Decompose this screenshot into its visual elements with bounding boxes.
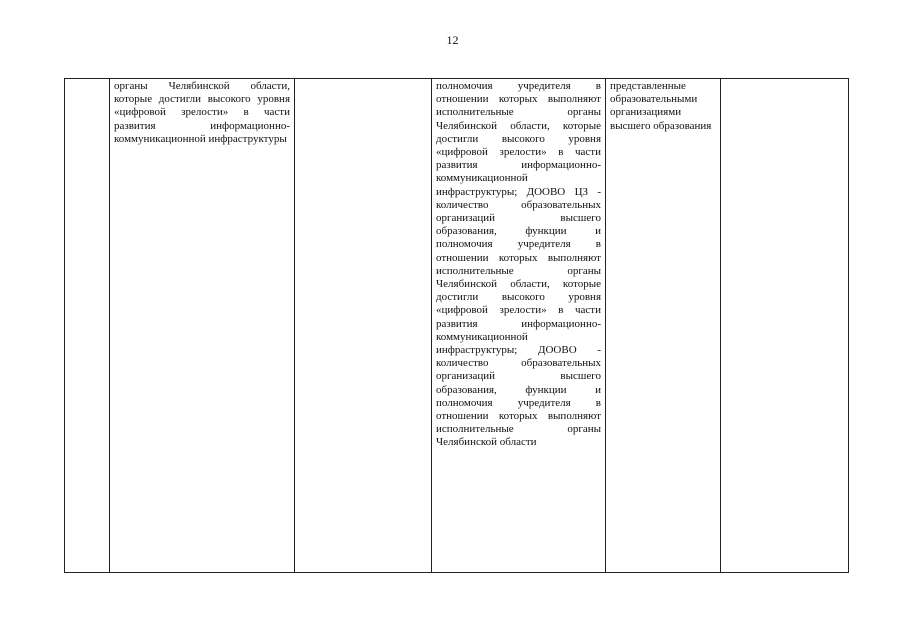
page-number: 12 bbox=[446, 33, 459, 47]
table-cell-empty bbox=[295, 79, 432, 573]
table-cell-description bbox=[110, 79, 295, 573]
cell-text: представленные образовательными организациями высшего образования bbox=[610, 80, 712, 132]
cell-text: полномочия учредителя в отношении которых выполняют исполнительные органы Челябинской области, которые достигли высокого уровня «цифровой зрелости» в части развития информационно-коммуникационной инфраструктуры; ДООВО ЦЗ - количество образовательных организаций высшего образования, функции и полномочия учредителя в отношении которых выполняют исполнительные органы Челябинской области, которые достигли высокого уровня «цифровой зрелости» в части развития информационно-коммуникационной инфраструктуры; ДООВО - количество образовательных организаций высшего образования, функции и полномочия учредителя в отношении которых выполняют исполнительные органы Челябинской области bbox=[436, 80, 601, 449]
table-cell-index bbox=[65, 79, 110, 573]
table-cell-data-source bbox=[606, 79, 721, 573]
table-cell-empty bbox=[721, 79, 849, 573]
table-row bbox=[65, 79, 849, 573]
indicator-table bbox=[64, 78, 849, 573]
cell-text: органы Челябинской области, которые достигли высокого уровня «цифровой зрелости» в части развития информационно-коммуникационной инфраструктуры bbox=[114, 80, 290, 145]
table-cell-formula-definition bbox=[432, 79, 606, 573]
